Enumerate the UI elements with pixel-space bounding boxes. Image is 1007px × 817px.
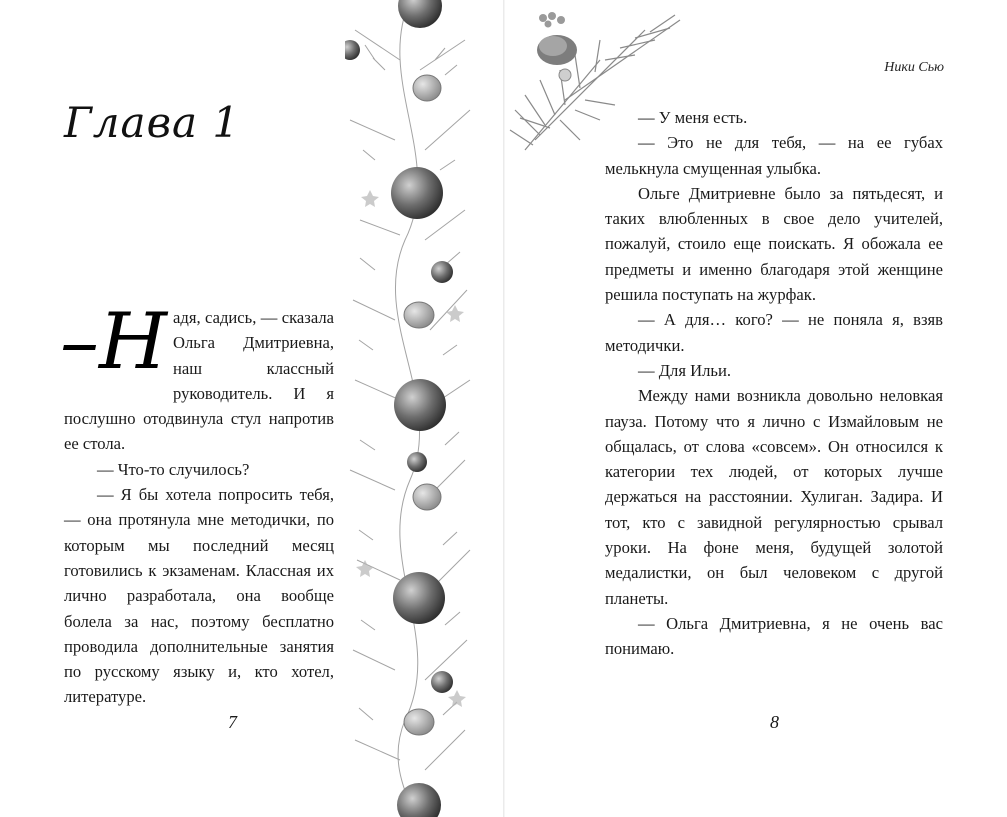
paragraph-4: — А для… кого? — не поняла я, взяв методички. — [605, 310, 943, 355]
right-page-text — [605, 105, 943, 662]
paragraph-1-text: адя, садись, — сказала Ольга Дмитриевна, наш классный руководитель. И я послушно отодвинула стул напротив ее стола. — [64, 308, 334, 454]
paragraph-2: — Это не для тебя, — на ее губах мелькнула смущенная улыбка. — [605, 133, 943, 178]
running-head-author: Ники Сью — [884, 60, 944, 75]
right-page — [505, 0, 1007, 817]
paragraph-1: — У меня есть. — [638, 108, 748, 127]
paragraph-1 — [60, 297, 334, 457]
christmas-garland-icon — [345, 0, 475, 817]
paragraph-5: — Для Ильи. — [638, 360, 731, 380]
page-number-left: 7 — [228, 712, 237, 732]
paragraph-3: — Я бы хотела попросить тебя, — она протянула мне методички, по которым мы последний месяц готовились к экзаменам. Классная их лично разработала, она вообще болела за нас, поэтому бесплатно проводила дополнительные занятия по русскому языку и, кто хотел, литературе. — [64, 485, 334, 707]
paragraph-3: Ольге Дмитриевне было за пятьдесят, и таких влюбленных в свое дело учителей, пожалуй, стоило еще поискать. Я обожала ее предметы и именно благодаря этой женщине решила поступать на журфак. — [605, 183, 943, 305]
paragraph-6: Между нами возникла довольно неловкая пауза. Потому что я лично с Измайловым не общалась, от слова «совсем». Он относился к категории тех людей, от которых лучше держаться на расстоянии. Хулиган. Задира. И тот, кто с завидной регулярностью срывал уроки. На фоне меня, будущей золотой медалистки, он был человеком с другой планеты. — [605, 386, 943, 608]
drop-cap: –Н — [60, 297, 168, 387]
paragraph-2: — Что-то случилось? — [97, 459, 250, 479]
paragraph-7: — Ольга Дмитриевна, я не очень вас понимаю. — [605, 613, 943, 659]
left-page-text — [60, 297, 334, 710]
chapter-title: Глава 1 — [64, 98, 241, 147]
page-number-right: 8 — [770, 712, 779, 732]
